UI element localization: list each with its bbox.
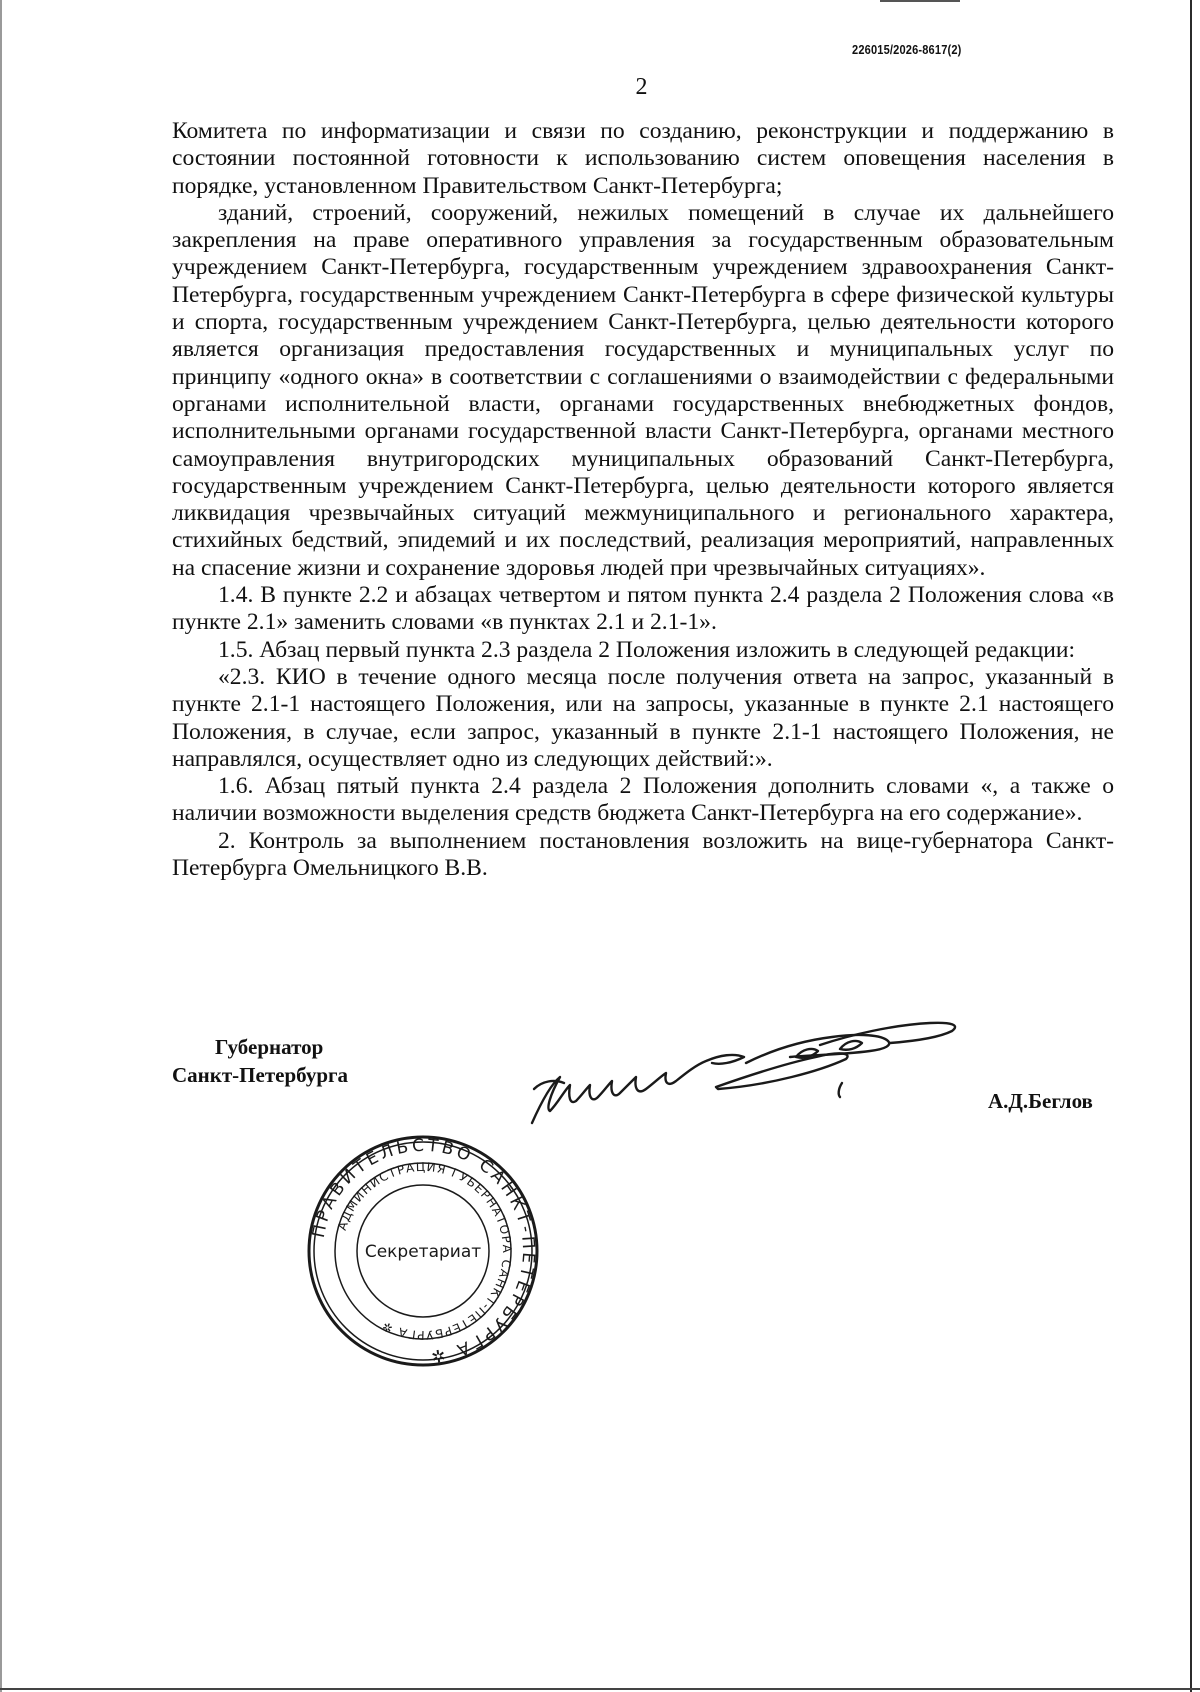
paragraph: «2.3. КИО в течение одного месяца после получения ответа на запрос, указанный в пункте 2.1-1 настоящего Положения, или на запросы, указанные в пункте 2.1 настоящего Положения, в случае, если запрос, указанный в пункте 2.1-1 настоящего Положения, не направлялся, осуществляет одно из следующих действий:». xyxy=(172,663,1114,772)
paragraph: 1.4. В пункте 2.2 и абзацах четвертом и пятом пункта 2.4 раздела 2 Положения слова «в пункте 2.1» заменить словами «в пунктах 2.1 и 2.1-1». xyxy=(172,582,1114,636)
seal-outer-text: ПРАВИТЕЛЬСТВО САНКТ-ПЕТЕРБУРГА ✲ xyxy=(308,1135,539,1367)
signatory-title xyxy=(172,1033,348,1089)
signatory-title-line1: Губернатор xyxy=(215,1035,324,1059)
page-number: 2 xyxy=(635,74,648,100)
paragraph: 1.5. Абзац первый пункта 2.3 раздела 2 Положения изложить в следующей редакции: xyxy=(218,636,1076,663)
seal-center-label: Секретариат xyxy=(364,1242,482,1262)
document-id: 226015/2026-8617(2) xyxy=(852,42,962,57)
signatory-name: А.Д.Беглов xyxy=(988,1089,1093,1113)
paragraph: 1.6. Абзац пятый пункта 2.4 раздела 2 Положения дополнить словами «, а также о наличии возможности выделения средств бюджета Санкт-Петербурга на его содержание». xyxy=(172,773,1114,827)
signatory-title-line2: Санкт-Петербурга xyxy=(172,1063,349,1087)
scan-edge-top xyxy=(880,0,960,2)
handwritten-signature xyxy=(520,1005,960,1135)
scan-edge-left xyxy=(0,0,2,1692)
official-seal xyxy=(306,1134,540,1368)
seal-inner-text: АДМИНИСТРАЦИЯ ГУБЕРНАТОРА САНКТ-ПЕТЕРБУРГА ✲ xyxy=(334,1159,515,1343)
paragraph: 2. Контроль за выполнением постановления возложить на вице-губернатора Санкт-Петербурга Омельницкого В.В. xyxy=(172,827,1114,882)
scan-edge-bottom xyxy=(0,1688,1200,1690)
paragraph-continuation: Комитета по информатизации и связи по созданию, реконструкции и поддержанию в состоянии постоянной готовности к использованию систем оповещения населения в порядке, установленном Правительством Санкт-Петербурга; xyxy=(172,118,1114,199)
document-body xyxy=(172,118,1114,882)
scan-edge-right xyxy=(1190,0,1192,1692)
paragraph: зданий, строений, сооружений, нежилых помещений в случае их дальнейшего закрепления на праве оперативного управления за государственным образовательным учреждением Санкт-Петербурга, государственным учреждением здравоохранения Санкт-Петербурга, государственным учреждением Санкт-Петербурга в сфере физической культуры и спорта, государственным учреждением Санкт-Петербурга, целью деятельности которого является организация предоставления государственных и муниципальных услуг по принципу «одного окна» в соответствии с соглашениями о взаимодействии с федеральными органами исполнительной власти, органами государственных внебюджетных фондов, исполнительными органами государственной власти Санкт-Петербурга, органами местного самоуправления внутригородских муниципальных образований Санкт-Петербурга, государственным учреждением Санкт-Петербурга, целью деятельности которого является ликвидация чрезвычайных ситуаций межмуниципального и регионального характера, стихийных бедствий, эпидемий и их последствий, реализация мероприятий, направленных на спасение жизни и сохранение здоровья людей при чрезвычайных ситуациях». xyxy=(172,199,1114,581)
